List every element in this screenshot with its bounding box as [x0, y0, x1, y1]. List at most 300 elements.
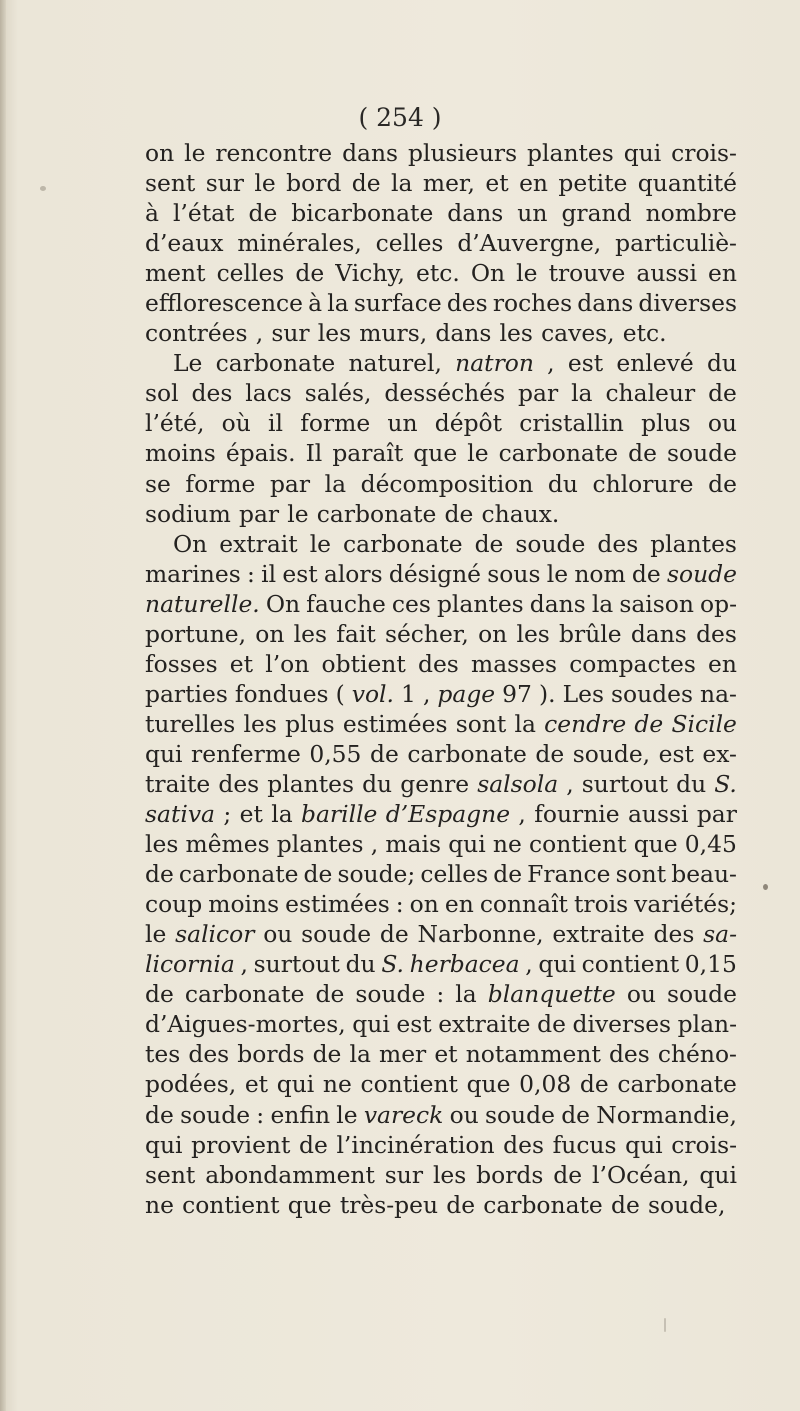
word: plantes: [436, 589, 524, 618]
text-line: [145, 408, 737, 438]
word: op-: [700, 589, 737, 618]
word: moins: [208, 890, 280, 919]
word: moins: [145, 439, 216, 468]
word: traite: [145, 769, 211, 798]
word: :: [395, 890, 404, 919]
word: se: [145, 469, 171, 498]
text-line: [145, 378, 737, 408]
word: des: [191, 379, 233, 408]
word: du: [547, 469, 578, 498]
word: Normandie,: [596, 1100, 737, 1129]
word: sous: [487, 559, 541, 588]
word: chaux.: [481, 499, 560, 528]
word: on: [255, 619, 285, 648]
word: de: [708, 469, 737, 498]
word: des: [608, 1040, 650, 1069]
word: mer,: [422, 169, 475, 198]
word: dans: [342, 139, 399, 167]
word: du: [345, 950, 376, 979]
word: fait: [336, 619, 376, 648]
word: à: [145, 199, 159, 228]
word: il: [261, 559, 277, 588]
word: dans: [630, 619, 687, 648]
word: sol: [145, 379, 179, 408]
word: des: [503, 1130, 544, 1159]
word: sur: [384, 1160, 424, 1189]
word: un: [387, 409, 418, 438]
word: plantes: [276, 830, 364, 859]
word: est: [282, 559, 318, 588]
word: estimées: [342, 709, 448, 738]
word: qui: [699, 1160, 737, 1189]
word: bords: [476, 1160, 544, 1189]
word: chlorure: [592, 469, 694, 498]
word: les: [293, 619, 327, 648]
word: trois: [573, 890, 629, 919]
word: de: [351, 169, 381, 198]
word: le: [287, 499, 309, 528]
word: on: [409, 890, 439, 919]
word: est: [658, 739, 694, 768]
word: ou: [707, 409, 737, 438]
word: 0,15: [684, 950, 737, 979]
word: très-peu: [339, 1190, 439, 1219]
word: carbonate: [498, 439, 619, 468]
word: la: [324, 469, 347, 498]
word: ment: [145, 259, 206, 288]
word: page: [437, 679, 496, 708]
word: estimées: [285, 890, 390, 919]
word: On: [173, 529, 208, 558]
word: masses: [471, 649, 557, 678]
word: celles: [420, 860, 489, 889]
word: où: [221, 409, 251, 438]
word: de: [369, 739, 399, 768]
word: dans: [529, 589, 586, 618]
word: blanquette: [487, 980, 616, 1009]
word: d’eaux: [145, 229, 224, 258]
word: et: [485, 169, 509, 198]
word: soude;: [337, 860, 416, 889]
word: ou: [263, 920, 293, 949]
word: beau-: [671, 860, 737, 889]
word: efflorescence: [145, 289, 304, 318]
word: Vichy,: [335, 259, 405, 288]
word: caves,: [541, 319, 615, 348]
word: barille: [301, 800, 378, 829]
word: crois-: [671, 139, 737, 167]
word: ex-: [702, 739, 737, 768]
word: les: [499, 319, 533, 348]
word: en: [708, 649, 737, 678]
word: cristallin: [519, 409, 624, 438]
word: des: [446, 289, 488, 318]
word: l’été,: [145, 409, 205, 438]
word: plantes: [650, 529, 737, 558]
word: soude: [180, 1100, 251, 1129]
word: ;: [223, 800, 232, 829]
word: qui: [448, 830, 486, 859]
word: de: [315, 980, 345, 1009]
word: :: [256, 1100, 265, 1129]
word: désigné: [388, 559, 482, 588]
word: de: [628, 439, 657, 468]
word: carbonate: [316, 499, 437, 528]
word: fauche: [306, 589, 386, 618]
word: les: [243, 709, 277, 738]
text-line: [145, 1130, 737, 1160]
word: plan-: [677, 1010, 737, 1039]
text-line: [145, 559, 737, 589]
word: rencontre: [215, 139, 333, 167]
word: plus: [641, 409, 691, 438]
word: Narbonne,: [417, 920, 544, 949]
word: qui: [352, 1010, 390, 1039]
word: par: [518, 379, 559, 408]
word: bord: [286, 169, 342, 198]
word: etc.: [416, 259, 460, 288]
word: il: [268, 409, 283, 438]
word: nom: [574, 559, 626, 588]
word: et: [229, 649, 254, 678]
word: ou: [449, 1100, 479, 1129]
word: la: [349, 1040, 371, 1069]
word: extrait: [219, 529, 298, 558]
word: bords: [237, 1040, 305, 1069]
word: forme: [300, 409, 371, 438]
word: les: [145, 830, 179, 859]
word: l’on: [265, 649, 310, 678]
word: le: [467, 439, 489, 468]
word: de: [631, 559, 661, 588]
word: :: [246, 559, 255, 588]
text-line: [145, 1039, 737, 1069]
word: vareck: [363, 1100, 444, 1129]
word: tes: [145, 1040, 181, 1069]
text-line: [145, 168, 737, 198]
word: de: [446, 1190, 476, 1219]
word: desséchés: [384, 379, 506, 408]
word: sa-: [703, 920, 737, 949]
word: roches: [492, 289, 573, 318]
word: ).: [538, 679, 556, 708]
word: paraît: [332, 439, 404, 468]
word: de: [708, 379, 737, 408]
word: de: [537, 1010, 566, 1039]
word: grand: [561, 199, 632, 228]
text-line: [145, 198, 737, 228]
word: à: [308, 289, 323, 318]
word: épais.: [225, 439, 296, 468]
word: renferme: [191, 739, 301, 768]
text-line: [145, 949, 737, 979]
word: murs,: [359, 319, 428, 348]
word: turelles: [145, 709, 236, 738]
word: soude: [667, 439, 737, 468]
word: de: [379, 920, 409, 949]
word: la: [571, 379, 593, 408]
word: fondues: [234, 679, 329, 708]
word: de: [145, 1100, 174, 1129]
word: ,: [422, 679, 431, 708]
word: na-: [700, 679, 737, 708]
word: le: [184, 139, 206, 167]
word: le: [254, 169, 276, 198]
word: en: [519, 169, 548, 198]
word: alors: [323, 559, 383, 588]
word: carbonate: [617, 1070, 737, 1099]
text-line: [145, 739, 737, 769]
word: contient: [182, 1190, 280, 1219]
word: surtout: [581, 769, 668, 798]
text-line: [145, 529, 737, 559]
word: des: [653, 920, 695, 949]
word: crois-: [671, 1130, 737, 1159]
word: On: [265, 589, 301, 618]
word: 97: [502, 679, 532, 708]
word: soude: [515, 529, 586, 558]
word: genre: [400, 769, 470, 798]
word: chaleur: [605, 379, 696, 408]
word: vol.: [351, 679, 394, 708]
word: surtout: [253, 950, 340, 979]
word: ne: [492, 830, 522, 859]
word: ,: [525, 950, 533, 979]
word: (: [335, 679, 345, 708]
word: carbonate: [215, 349, 336, 378]
word: soude,: [647, 1190, 726, 1219]
word: ,: [547, 349, 555, 378]
word: 0,45: [684, 830, 737, 859]
word: diverses: [572, 1010, 672, 1039]
word: herbacea: [409, 950, 520, 979]
word: France: [527, 860, 611, 889]
word: de: [312, 1040, 342, 1069]
word: la: [455, 980, 477, 1009]
word: ,: [370, 830, 379, 859]
word: contrées: [145, 319, 248, 348]
word: soude: [484, 1100, 555, 1129]
word: le: [336, 1100, 358, 1129]
word: l’état: [172, 199, 235, 228]
word: plantes: [267, 769, 354, 798]
word: est: [396, 1010, 432, 1039]
word: de: [145, 980, 174, 1009]
text-line: [145, 1100, 737, 1130]
word: S.: [381, 950, 404, 979]
word: de: [248, 199, 278, 228]
text-line: [145, 829, 737, 859]
word: 0,08: [519, 1070, 572, 1099]
text-line: [145, 679, 737, 709]
word: ou: [626, 980, 656, 1009]
word: surface: [353, 289, 442, 318]
word: plus: [285, 709, 335, 738]
word: carbonate: [483, 1190, 603, 1219]
word: le: [145, 920, 167, 949]
word: de: [535, 739, 565, 768]
word: carbonate: [407, 739, 527, 768]
word: sur: [205, 169, 244, 198]
word: d’Aigues-mortes,: [145, 1010, 346, 1039]
word: qui: [625, 1130, 663, 1159]
word: ,: [518, 800, 526, 829]
text-line: [145, 469, 737, 499]
word: soude,: [572, 739, 651, 768]
word: aussi: [627, 800, 689, 829]
word: de: [303, 860, 333, 889]
word: qui: [145, 739, 183, 768]
word: nombre: [645, 199, 737, 228]
word: dans: [577, 289, 634, 318]
word: dépôt: [434, 409, 503, 438]
word: ,: [240, 950, 248, 979]
word: salicor: [175, 920, 255, 949]
word: Sicile: [671, 709, 737, 738]
word: du: [362, 769, 393, 798]
word: aussi: [636, 259, 697, 288]
word: ne: [145, 1190, 174, 1219]
word: portune,: [145, 619, 247, 648]
word: sent: [145, 1160, 196, 1189]
text-line: [145, 138, 737, 168]
word: la: [514, 709, 536, 738]
word: on: [145, 139, 175, 167]
text-line: [145, 1190, 737, 1220]
word: d’Espagne: [385, 800, 511, 829]
text-line: [145, 919, 737, 949]
word: 0,55: [309, 739, 362, 768]
word: soude: [301, 920, 372, 949]
word: natron: [455, 349, 534, 378]
word: sent: [145, 169, 196, 198]
word: fournie: [534, 800, 620, 829]
word: minérales,: [237, 229, 362, 258]
word: S.: [714, 769, 737, 798]
word: qui: [538, 950, 576, 979]
word: des: [188, 1040, 230, 1069]
word: ,: [255, 319, 264, 348]
word: de: [299, 1130, 328, 1159]
word: naturelle.: [145, 589, 260, 618]
word: carbonate: [184, 980, 305, 1009]
word: :: [436, 980, 445, 1009]
word: carbonate: [178, 860, 299, 889]
page-number-header: ( 254 ): [358, 103, 442, 132]
text-line: [145, 438, 737, 468]
word: fucus: [552, 1130, 617, 1159]
text-line: [145, 589, 737, 619]
word: l’incinération: [336, 1130, 495, 1159]
paper-speck: [664, 1318, 666, 1332]
text-line: [145, 499, 737, 529]
word: abondamment: [205, 1160, 375, 1189]
word: la: [271, 800, 293, 829]
word: qui: [623, 139, 662, 167]
word: marines: [145, 559, 241, 588]
text-line: [145, 979, 737, 1009]
word: soude: [667, 559, 737, 588]
word: des: [696, 619, 737, 648]
word: chéno-: [657, 1040, 737, 1069]
text-line: [145, 258, 737, 288]
word: de: [474, 529, 504, 558]
word: extraite: [438, 1010, 531, 1039]
word: et: [239, 800, 263, 829]
word: sativa: [145, 800, 215, 829]
word: et: [244, 1070, 269, 1099]
word: les: [432, 1160, 467, 1189]
word: celles: [216, 259, 285, 288]
word: est: [567, 349, 604, 378]
text-line: [145, 709, 737, 739]
word: celles: [375, 229, 444, 258]
word: par: [696, 800, 737, 829]
word: dans: [447, 199, 504, 228]
word: contient: [581, 950, 680, 979]
word: la: [591, 589, 614, 618]
word: de: [145, 860, 174, 889]
word: de: [561, 1100, 591, 1129]
word: sont: [455, 709, 507, 738]
word: un: [517, 199, 548, 228]
word: sodium: [145, 499, 231, 528]
word: que: [633, 830, 678, 859]
word: Les: [562, 679, 604, 708]
word: contient: [529, 830, 627, 859]
word: particuliè-: [615, 229, 737, 258]
word: en: [707, 259, 737, 288]
word: du: [676, 769, 707, 798]
word: par: [269, 469, 311, 498]
word: quantité: [637, 169, 737, 198]
word: par: [238, 499, 280, 528]
word: soudes: [610, 679, 693, 708]
word: connaît: [479, 890, 568, 919]
text-line: [145, 799, 737, 829]
word: des: [218, 769, 260, 798]
word: des: [597, 529, 639, 558]
word: carbonate: [343, 529, 463, 558]
word: de: [579, 1070, 609, 1099]
word: les: [317, 319, 352, 348]
word: extraite: [552, 920, 645, 949]
word: soude: [355, 980, 426, 1009]
word: qui: [276, 1070, 315, 1099]
text-line: [145, 1069, 737, 1099]
word: forme: [185, 469, 256, 498]
word: l’Océan,: [592, 1160, 690, 1189]
word: de: [295, 259, 325, 288]
word: bicarbonate: [291, 199, 434, 228]
word: enlevé: [616, 349, 694, 378]
paper-speck: [763, 884, 768, 890]
text-line: [145, 348, 737, 378]
word: mêmes: [185, 830, 270, 859]
text-line: [145, 1160, 737, 1190]
word: soude: [667, 980, 737, 1009]
text-line: [145, 288, 737, 318]
word: plusieurs: [408, 139, 518, 167]
body-text: [145, 138, 737, 1220]
word: podées,: [145, 1070, 237, 1099]
word: les: [516, 619, 550, 648]
word: notamment: [465, 1040, 601, 1069]
word: qui: [145, 1130, 183, 1159]
word: de: [553, 1160, 583, 1189]
text-line: [145, 769, 737, 799]
word: des: [417, 649, 459, 678]
